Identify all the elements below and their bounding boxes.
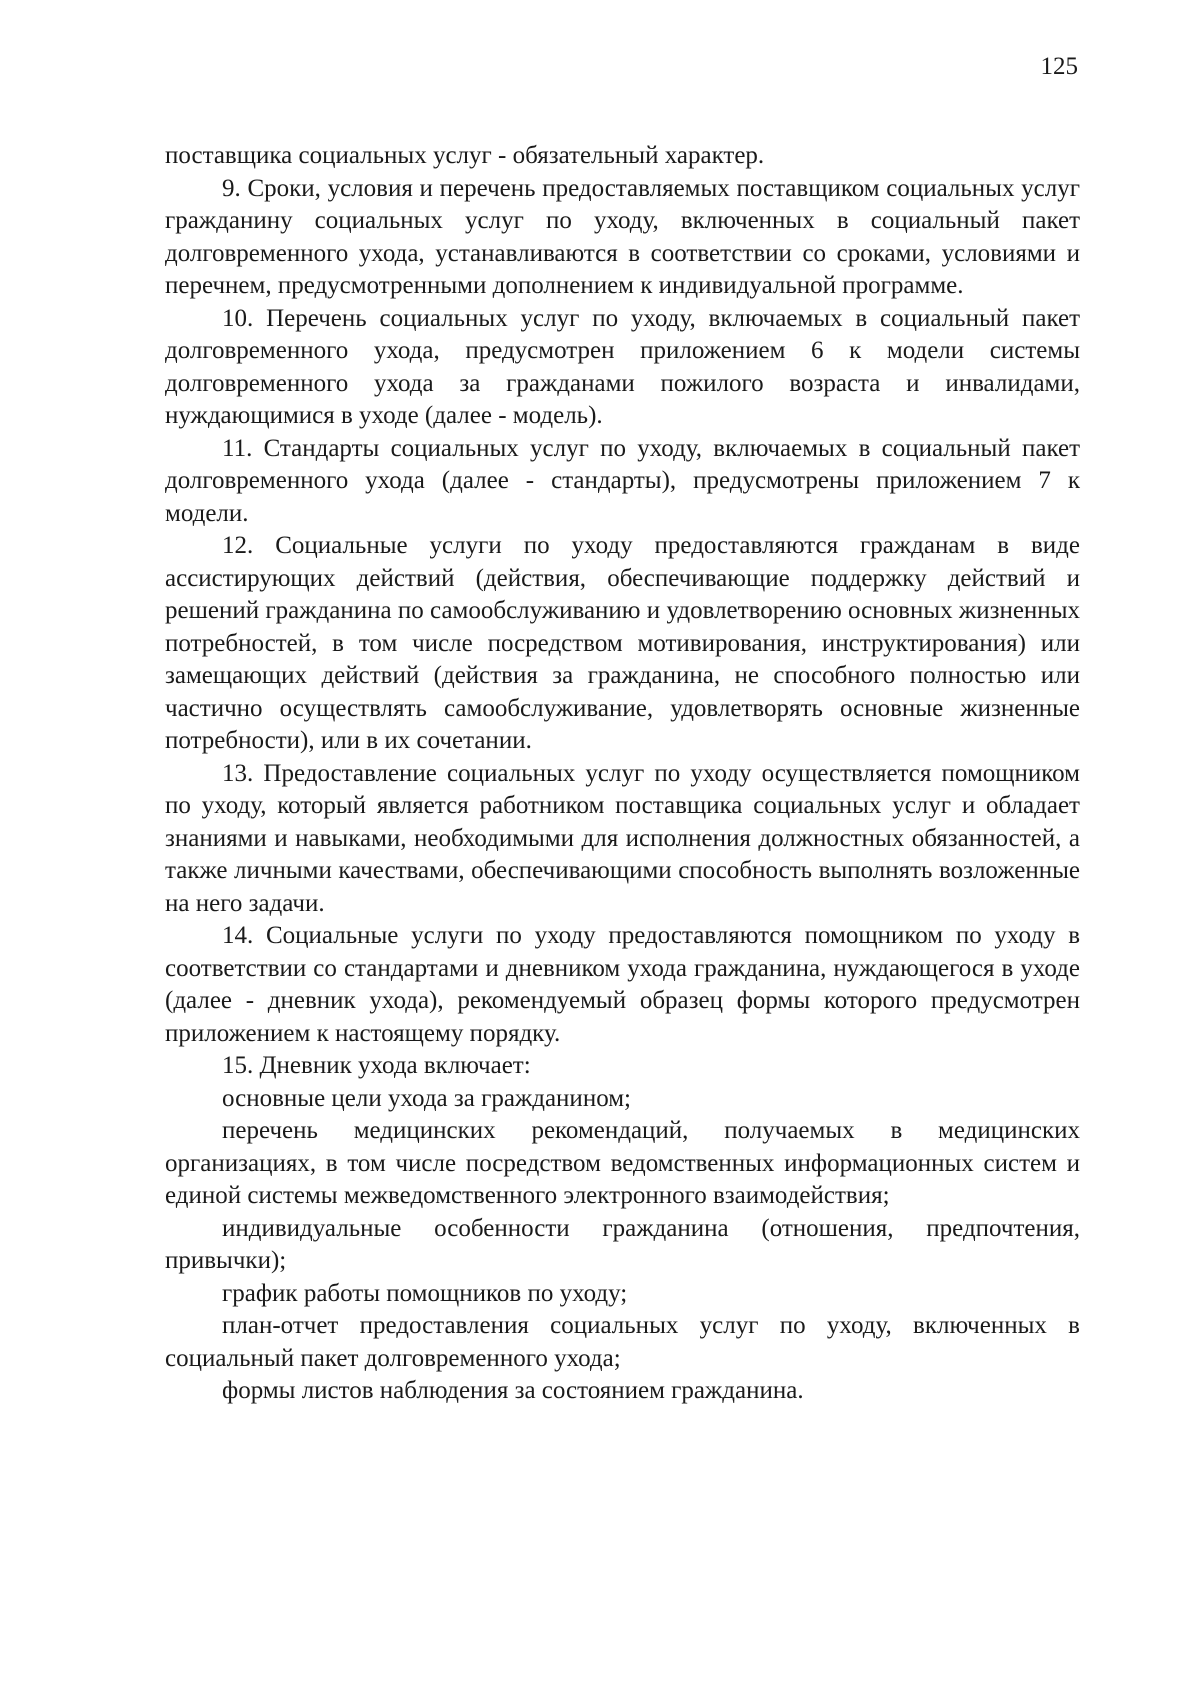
paragraph-item-9: 9. Сроки, условия и перечень предоставляемых поставщиком социальных услуг гражданину социальных услуг по уходу, включенных в социальный пакет долговременного ухода, устанавливаются в соответствии со сроками, условиями и перечнем, предусмотренными дополнением к индивидуальной программе.	[165, 174, 1080, 299]
list-item-plan-report: план-отчет предоставления социальных услуг по уходу, включенных в социальный пакет долговременного ухода;	[165, 1312, 1080, 1372]
paragraph-item-12: 12. Социальные услуги по уходу предоставляются гражданам в виде ассистирующих действий (действия, обеспечивающие поддержку действий и решений гражданина по самообслуживанию и удовлетворению основных жизненных потребностей, в том числе посредством мотивирования, инструктирования) или замещающих действий (действия за гражданина, не способного полностью или частично осуществлять самообслуживание, удовлетворять основные жизненные потребности), или в их сочетании.	[165, 532, 1080, 754]
list-item-work-schedule: график работы помощников по уходу;	[222, 1279, 628, 1307]
paragraph-item-11: 11. Стандарты социальных услуг по уходу, включаемых в социальный пакет долговременного ухода (далее - стандарты), предусмотрены приложением 7 к модели.	[165, 434, 1080, 527]
paragraph-item-14: 14. Социальные услуги по уходу предоставляются помощником по уходу в соответствии со стандартами и дневником ухода гражданина, нуждающегося в уходе (далее - дневник ухода), рекомендуемый образец формы которого предусмотрен приложением к настоящему порядку.	[165, 922, 1080, 1047]
paragraph-item-10: 10. Перечень социальных услуг по уходу, включаемых в социальный пакет долговременного ухода, предусмотрен приложением 6 к модели системы долговременного ухода за гражданами пожилого возраста и инвалидами, нуждающимися в уходе (далее - модель).	[165, 304, 1080, 429]
document-body	[165, 140, 1080, 1408]
list-item-observation-forms: формы листов наблюдения за состоянием гражданина.	[222, 1377, 804, 1404]
paragraph-item-13: 13. Предоставление социальных услуг по уходу осуществляется помощником по уходу, который является работником поставщика социальных услуг и обладает знаниями и навыками, необходимыми для исполнения должностных обязанностей, а также личными качествами, обеспечивающими способность выполнять возложенные на него задачи.	[165, 759, 1080, 917]
list-item-individual-features: индивидуальные особенности гражданина (отношения, предпочтения, привычки);	[165, 1214, 1080, 1274]
page-number: 125	[1040, 53, 1078, 80]
list-item-medical-recommendations: перечень медицинских рекомендаций, получаемых в медицинских организациях, в том числе посредством ведомственных информационных систем и единой системы межведомственного электронного взаимодействия;	[165, 1117, 1080, 1209]
paragraph-item-15: 15. Дневник ухода включает:	[222, 1052, 531, 1079]
list-item-care-goals: основные цели ухода за гражданином;	[222, 1084, 631, 1112]
paragraph-continuation: поставщика социальных услуг - обязательный характер.	[165, 142, 765, 169]
